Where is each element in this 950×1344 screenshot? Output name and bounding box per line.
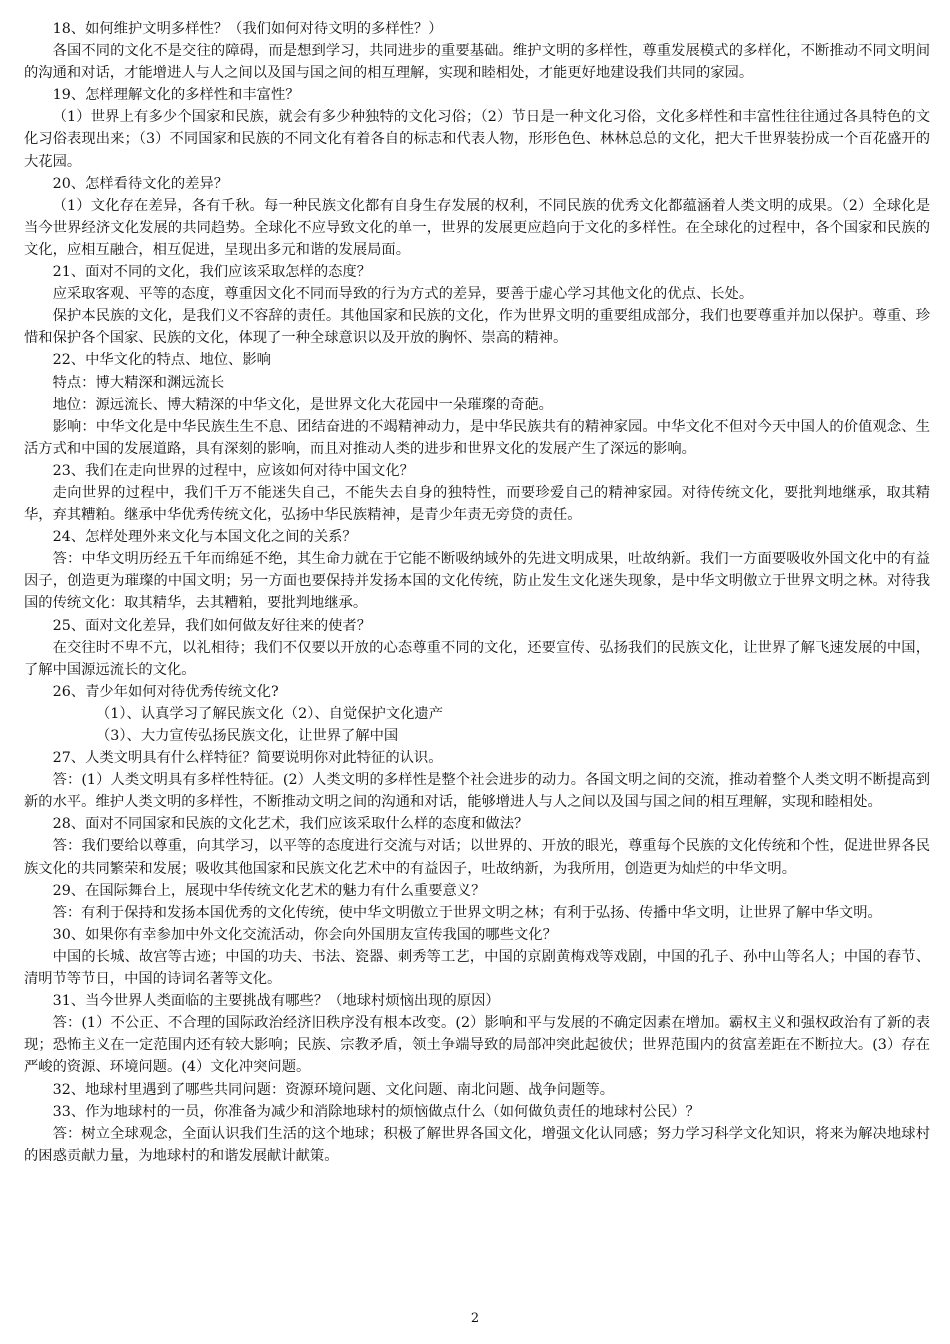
question-heading: 25、面对文化差异，我们如何做友好往来的使者？	[52, 617, 372, 634]
answer-paragraph: 走向世界的过程中，我们千万不能迷失自己，不能失去自身的独特性，而要珍爱自己的精神家园。对待传统文化，要批判地继承，取其精华，弃其糟粕。继承中华优秀传统文化，弘扬中华民族精神，是青少年责无旁贷的责任。	[24, 484, 930, 524]
question-heading: 20、怎样看待文化的差异？	[52, 175, 229, 192]
answer-paragraph: 答：(1）不公正、不合理的国际政治经济旧秩序没有根本改变。(2）影响和平与发展的不确定因素在增加。霸权主义和强权政治有了新的表现；恐怖主义在一定范围内还有较大影响；民族、宗教矛盾，领土争端导致的局部冲突此起彼伏；世界范围内的贫富差距在不断拉大。(3）存在严峻的资源、环境问题。(4）文化冲突问题。	[24, 1015, 930, 1076]
answer-paragraph: 答：树立全球观念，全面认识我们生活的这个地球；积极了解世界各国文化，增强文化认同感；努力学习科学文化知识，将来为解决地球村的困惑贡献力量，为地球村的和谐发展献计献策。	[24, 1125, 930, 1164]
answer-paragraph: （1）文化存在差异，各有千秋。每一种民族文化都有自身生存发展的权利，不同民族的优秀文化都蕴涵着人类文明的成果。（2）全球化是当今世界经济文化发展的共同趋势。全球化不应导致文化的单一，世界的发展更应趋向于文化的多样性。在全球化的过程中，各个国家和民族的文化，应相互融合，相互促进，呈现出多元和谐的发展局面。	[24, 197, 930, 258]
question-heading: 24、怎样处理外来文化与本国文化之间的关系？	[52, 529, 357, 546]
answer-paragraph: 影响：中华文化是中华民族生生不息、团结奋进的不竭精神动力，是中华民族共有的精神家园。中华文化不但对今天中国人的价值观念、生活方式和中国的发展道路，具有深刻的影响，而且对推动人类的进步和世界文化的发展产生了深远的影响。	[24, 418, 930, 457]
question-heading: 23、我们在走向世界的过程中，应该如何对待中国文化？	[52, 462, 414, 479]
question-heading: 33、作为地球村的一员，你准备为减少和消除地球村的烦恼做点什么（如何做负责任的地球村公民）？	[52, 1103, 700, 1120]
question-heading: 28、面对不同国家和民族的文化艺术，我们应该采取什么样的态度和做法？	[52, 816, 529, 833]
answer-paragraph: 中国的长城、故宫等古迹；中国的功夫、书法、瓷器、刺秀等工艺，中国的京剧黄梅戏等戏剧，中国的孔子、孙中山等名人；中国的春节、清明节等节日，中国的诗词名著等文化。	[24, 948, 930, 988]
answer-paragraph: （1）世界上有多少个国家和民族，就会有多少种独特的文化习俗；（2）节日是一种文化习俗，文化多样性和丰富性往往通过各具特色的文化习俗表现出来；（3）不同国家和民族的不同文化有着各自的标志和代表人物，形形色色、林林总总的文化，把大千世界装扮成一个百花盛开的大花园。	[24, 109, 930, 170]
question-heading: 22、中华文化的特点、地位、影响	[52, 352, 271, 369]
question-heading: 27、人类文明具有什么样特征？简要说明你对此特征的认识。	[52, 750, 443, 767]
answer-paragraph: 应采取客观、平等的态度，尊重因文化不同而导致的行为方式的差异，要善于虚心学习其他文化的优点、长处。	[52, 286, 754, 303]
question-heading: 18、如何维护文明多样性？（我们如何对待文明的多样性？）	[52, 21, 443, 37]
answer-paragraph: 保护本民族的文化，是我们义不容辞的责任。其他国家和民族的文化，作为世界文明的重要组成部分，我们也要尊重并加以保护。尊重、珍惜和保护各个国家、民族的文化，体现了一种全球意识以及开放的胸怀、崇高的精神。	[24, 308, 930, 347]
question-heading: 19、怎样理解文化的多样性和丰富性？	[52, 87, 300, 104]
answer-list-item: （3）、大力宣传弘扬民族文化，让世界了解中国	[96, 728, 399, 744]
document-body	[24, 18, 930, 1167]
answer-paragraph: 答：中华文明历经五千年而绵延不绝，其生命力就在于它能不断吸纳域外的先进文明成果，吐故纳新。我们一方面要吸收外国文化中的有益因子，创造更为璀璨的中国文明；另一方面也要保持并发扬本国的文化传统，防止发生文化迷失现象，是中华文明傲立于世界文明之林。对待我国的传统文化：取其精华，去其糟粕，要批判地继承。	[24, 551, 930, 612]
answer-paragraph: 答：(1）人类文明具有多样性特征。(2）人类文明的多样性是整个社会进步的动力。各国文明之间的交流，推动着整个人类文明不断提高到新的水平。维护人类文明的多样性，不断推动文明之间的沟通和对话，能够增进人与人之间以及国与国之间的相互理解，实现和睦相处。	[24, 772, 930, 811]
question-heading: 21、面对不同的文化，我们应该采取怎样的态度？	[52, 264, 372, 281]
question-heading: 32、地球村里遇到了哪些共同问题：资源环境问题、文化问题、南北问题、战争问题等。	[52, 1081, 615, 1098]
answer-paragraph: 答：有利于保持和发扬本国优秀的文化传统，使中华文明傲立于世界文明之林；有利于弘扬、传播中华文明，让世界了解中华文明。	[52, 904, 882, 921]
answer-paragraph: 各国不同的文化不是交往的障碍，而是想到学习，共同进步的重要基础。维护文明的多样性，尊重发展模式的多样化，不断推动不同文明间的沟通和对话，才能增进人与人之间以及国与国之间的相互理解，实现和睦相处，才能更好地建设我们共同的家园。	[24, 43, 930, 82]
answer-paragraph: 在交往时不卑不亢，以礼相待；我们不仅要以开放的心态尊重不同的文化，还要宣传、弘扬我们的民族文化，让世界了解飞速发展的中国，了解中国源远流长的文化。	[24, 639, 930, 678]
question-heading: 31、当今世界人类面临的主要挑战有哪些？（地球村烦恼出现的原因）	[52, 993, 500, 1010]
question-heading: 26、青少年如何对待优秀传统文化?	[52, 683, 279, 700]
question-heading: 30、如果你有幸参加中外文化交流活动，你会向外国朋友宣传我国的哪些文化？	[52, 926, 557, 943]
answer-paragraph: 特点：博大精深和渊远流长	[52, 374, 225, 391]
page-number: 2	[470, 1311, 480, 1326]
question-heading: 29、在国际舞台上，展现中华传统文化艺术的魅力有什么重要意义？	[52, 882, 486, 899]
answer-list-item: （1）、认真学习了解民族文化（2）、自觉保护文化遗产	[96, 705, 444, 722]
answer-paragraph: 答：我们要给以尊重，向其学习，以平等的态度进行交流与对话；以世界的、开放的眼光，尊重每个民族的文化传统和个性，促进世界各民族文化的共同繁荣和发展；吸收其他国家和民族文化艺术中的有益因子，吐故纳新，为我所用，创造更为灿烂的中华文明。	[24, 838, 930, 877]
answer-paragraph: 地位：源远流长、博大精深的中华文化，是世界文化大花园中一朵璀璨的奇葩。	[52, 396, 553, 413]
